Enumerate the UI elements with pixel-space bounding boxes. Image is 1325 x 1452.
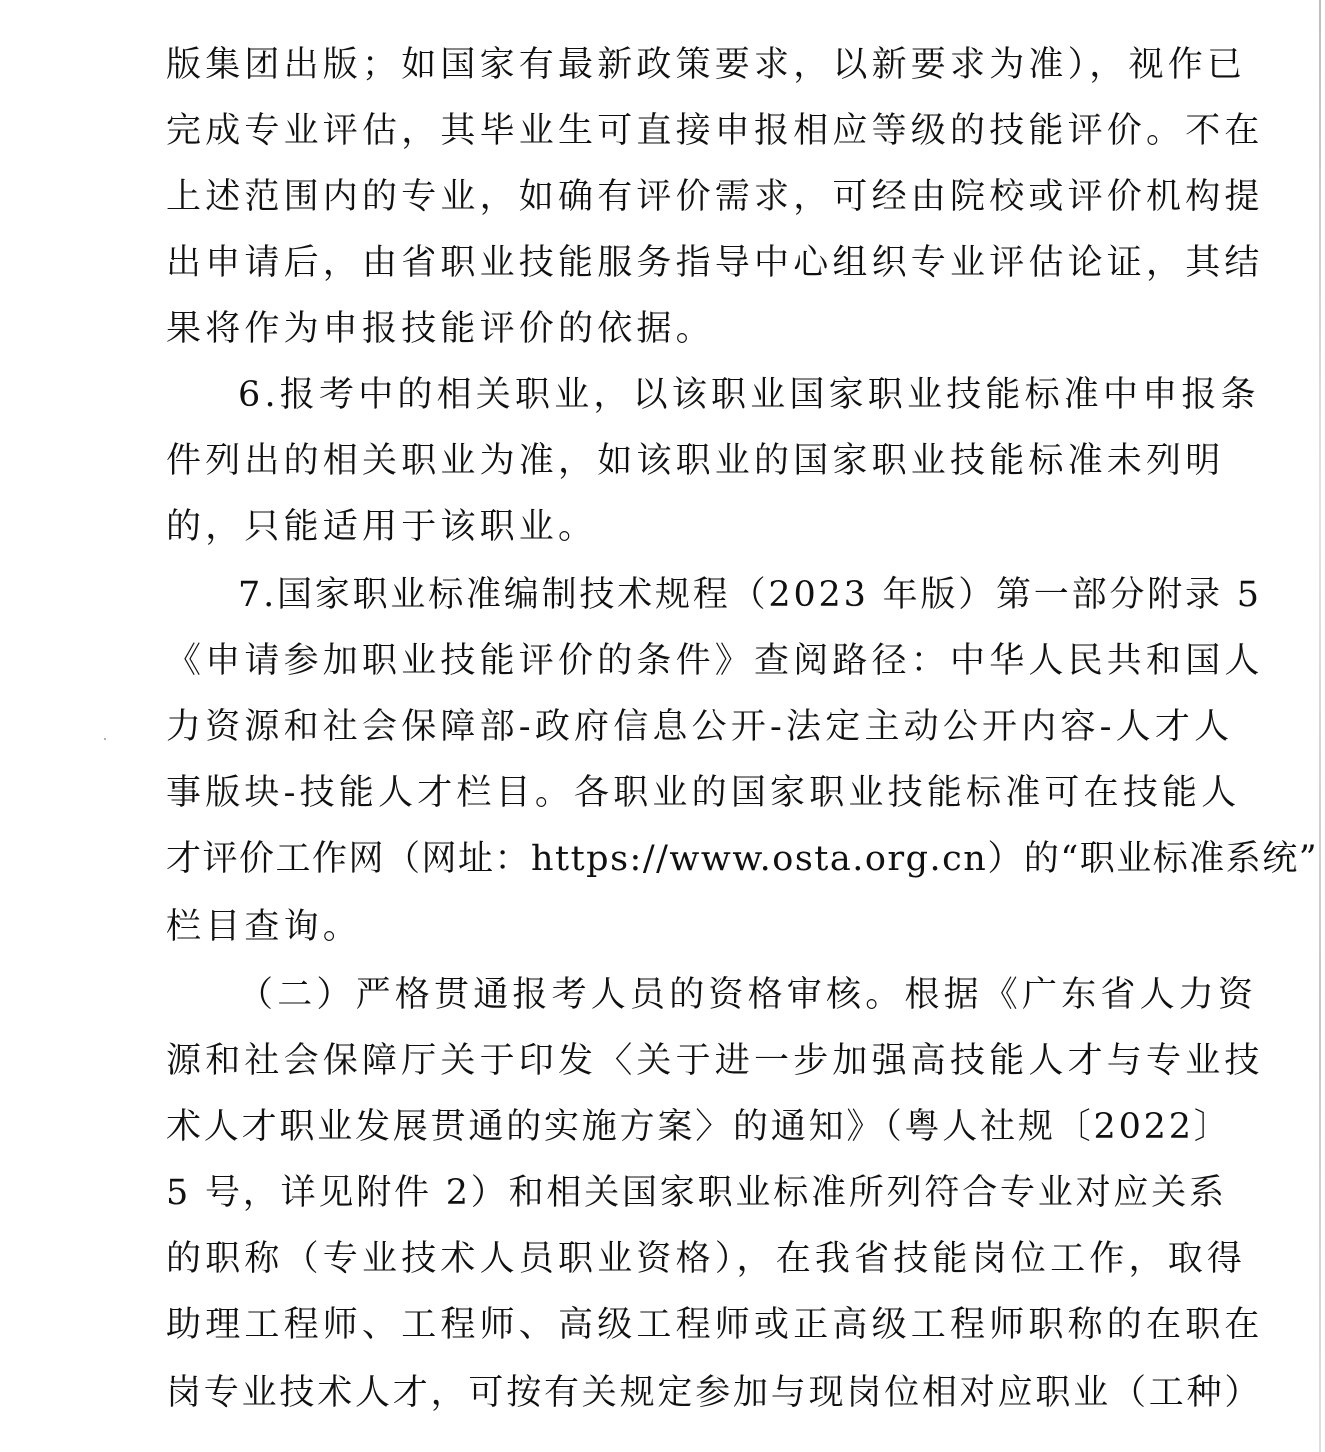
text-line: 出申请后，由省职业技能服务指导中心组织专业评估论证，其结 <box>166 243 1264 283</box>
text-line: 的，只能适用于该职业。 <box>166 507 598 547</box>
text-line: 的职称（专业技术人员职业资格），在我省技能岗位工作，取得 <box>166 1239 1247 1279</box>
scan-speck <box>104 738 106 740</box>
text-line: 力资源和社会保障部-政府信息公开-法定主动公开内容-人才人 <box>166 707 1234 747</box>
section-2-heading-line: （二）严格贯通报考人员的资格审核。根据《广东省人力资 <box>238 975 1258 1015</box>
text-line: 助理工程师、工程师、高级工程师或正高级工程师职称的在职在 <box>166 1305 1264 1345</box>
text-line: 完成专业评估，其毕业生可直接申报相应等级的技能评价。不在 <box>166 111 1264 151</box>
text-line: 上述范围内的专业，如确有评价需求，可经由院校或评价机构提 <box>166 177 1264 217</box>
text-line: 果将作为申报技能评价的依据。 <box>166 309 715 349</box>
paragraph-7-first-line: 7.国家职业标准编制技术规程（2023 年版）第一部分附录 5 <box>238 575 1262 615</box>
text-line: 版集团出版；如国家有最新政策要求，以新要求为准），视作已 <box>166 45 1247 85</box>
text-line: 源和社会保障厅关于印发〈关于进一步加强高技能人才与专业技 <box>166 1041 1264 1081</box>
text-line: 事版块-技能人才栏目。各职业的国家职业技能标准可在技能人 <box>166 773 1241 813</box>
paragraph-6-first-line: 6.报考中的相关职业，以该职业国家职业技能标准中申报条 <box>238 375 1260 415</box>
text-line: 5 号，详见附件 2）和相关国家职业标准所列符合专业对应关系 <box>166 1173 1227 1213</box>
text-line: 岗专业技术人才，可按有关规定参加与现岗位相对应职业（工种） <box>166 1373 1263 1413</box>
text-line-with-url: 才评价工作网（网址：https://www.osta.org.cn）的“职业标准系统” <box>166 839 1319 879</box>
text-line: 术人才职业发展贯通的实施方案〉的通知》（粤人社规〔2022〕 <box>166 1107 1232 1147</box>
scan-edge <box>1319 0 1321 1452</box>
text-line: 栏目查询。 <box>166 907 363 947</box>
text-line: 件列出的相关职业为准，如该职业的国家职业技能标准未列明 <box>166 441 1225 481</box>
text-line: 《申请参加职业技能评价的条件》查阅路径：中华人民共和国人 <box>166 641 1264 681</box>
